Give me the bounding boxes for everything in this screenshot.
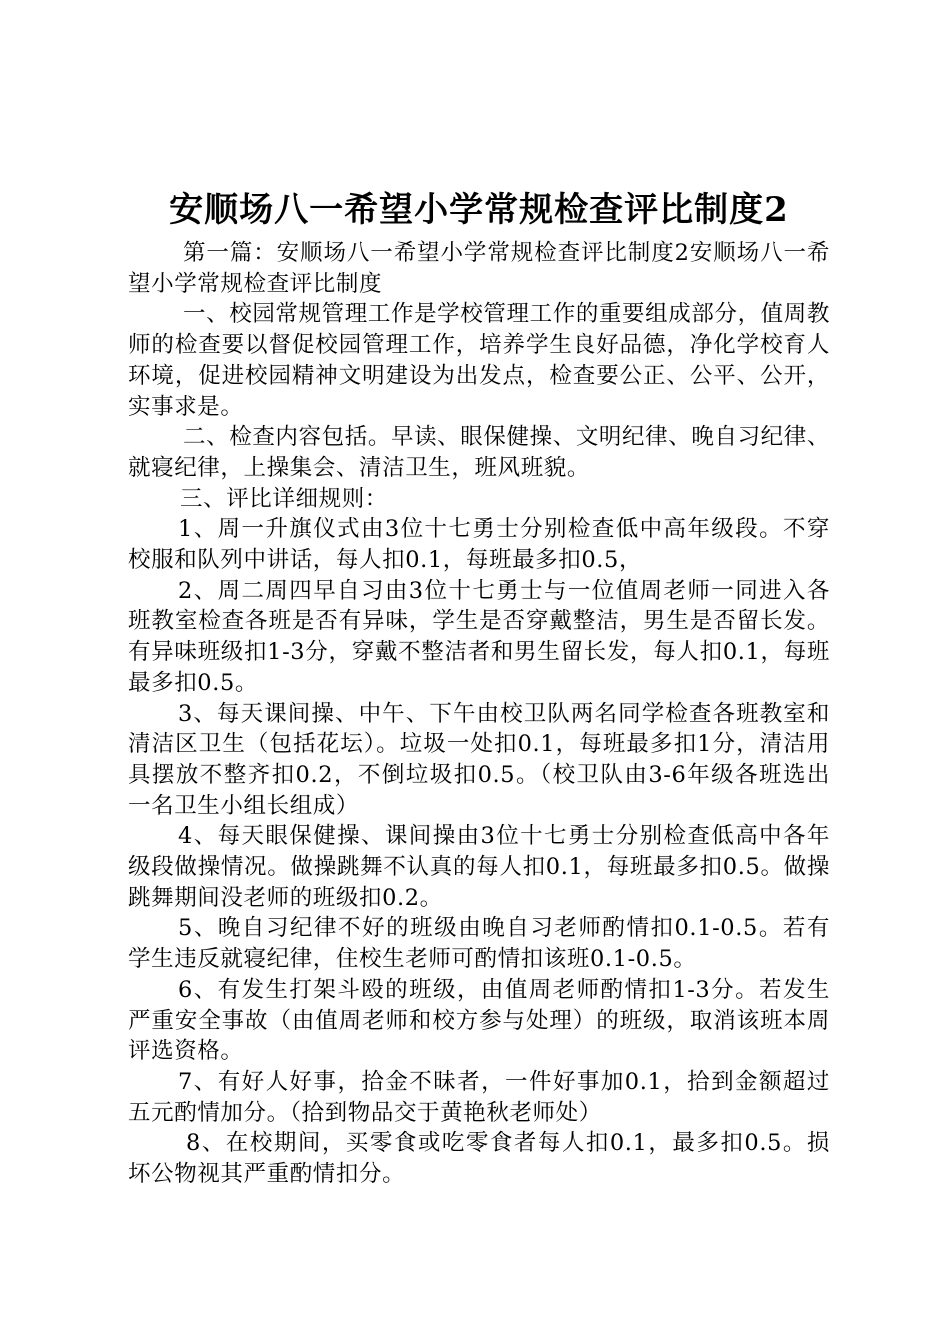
rule-item-7: 7、有好人好事，拾金不昧者，一件好事加0.1，拾到金额超过五元酌情加分。（拾到物品交于黄艳秋老师处） [128,1068,830,1126]
paragraph-section-3-heading: 三、评比详细规则： [180,485,388,512]
paragraph-section-1: 一、校园常规管理工作是学校管理工作的重要组成部分，值周教师的检查要以督促校园管理工作，培养学生良好品德，净化学校育人环境，促进校园精神文明建设为出发点，检查要公正、公平、公开，实事求是。 [128,301,830,420]
rule-item-3: 3、每天课间操、中午、下午由校卫队两名同学检查各班教室和清洁区卫生（包括花坛）。垃圾一处扣0.1，每班最多扣1分，清洁用具摆放不整齐扣0.2，不倒垃圾扣0.5。（校卫队由3-6年级各班选出一名卫生小组长组成） [128,700,830,819]
rule-item-5: 5、晚自习纪律不好的班级由晚自习老师酌情扣0.1-0.5。若有学生违反就寝纪律，住校生老师可酌情扣该班0.1-0.5。 [128,915,830,973]
rule-item-8: 8、在校期间，买零食或吃零食者每人扣0.1，最多扣0.5。损坏公物视其严重酌情扣分。 [128,1130,830,1188]
rule-item-6: 6、有发生打架斗殴的班级，由值周老师酌情扣1-3分。若发生严重安全事故（由值周老师和校方参与处理）的班级，取消该班本周评选资格。 [128,976,830,1065]
document-page [128,186,830,1190]
paragraph-section-2: 二、检查内容包括。早读、眼保健操、文明纪律、晚自习纪律、就寝纪律，上操集会、清洁卫生，班风班貌。 [128,424,830,481]
document-title: 安顺场八一希望小学常规检查评比制度2 [169,190,789,230]
rule-item-2: 2、周二周四早自习由3位十七勇士与一位值周老师一同进入各班教室检查各班是否有异味，学生是否穿戴整洁，男生是否留长发。有异味班级扣1-3分，穿戴不整洁者和男生留长发，每人扣0.1，每班最多扣0.5。 [128,577,830,696]
rule-item-1: 1、周一升旗仪式由3位十七勇士分别检查低中高年级段。不穿校服和队列中讲话，每人扣0.1，每班最多扣0.5， [128,516,830,574]
rule-item-4: 4、每天眼保健操、课间操由3位十七勇士分别检查低高中各年级段做操情况。做操跳舞不认真的每人扣0.1，每班最多扣0.5。做操跳舞期间没老师的班级扣0.2。 [128,823,830,911]
paragraph-intro: 第一篇：安顺场八一希望小学常规检查评比制度2安顺场八一希望小学常规检查评比制度 [128,240,830,297]
